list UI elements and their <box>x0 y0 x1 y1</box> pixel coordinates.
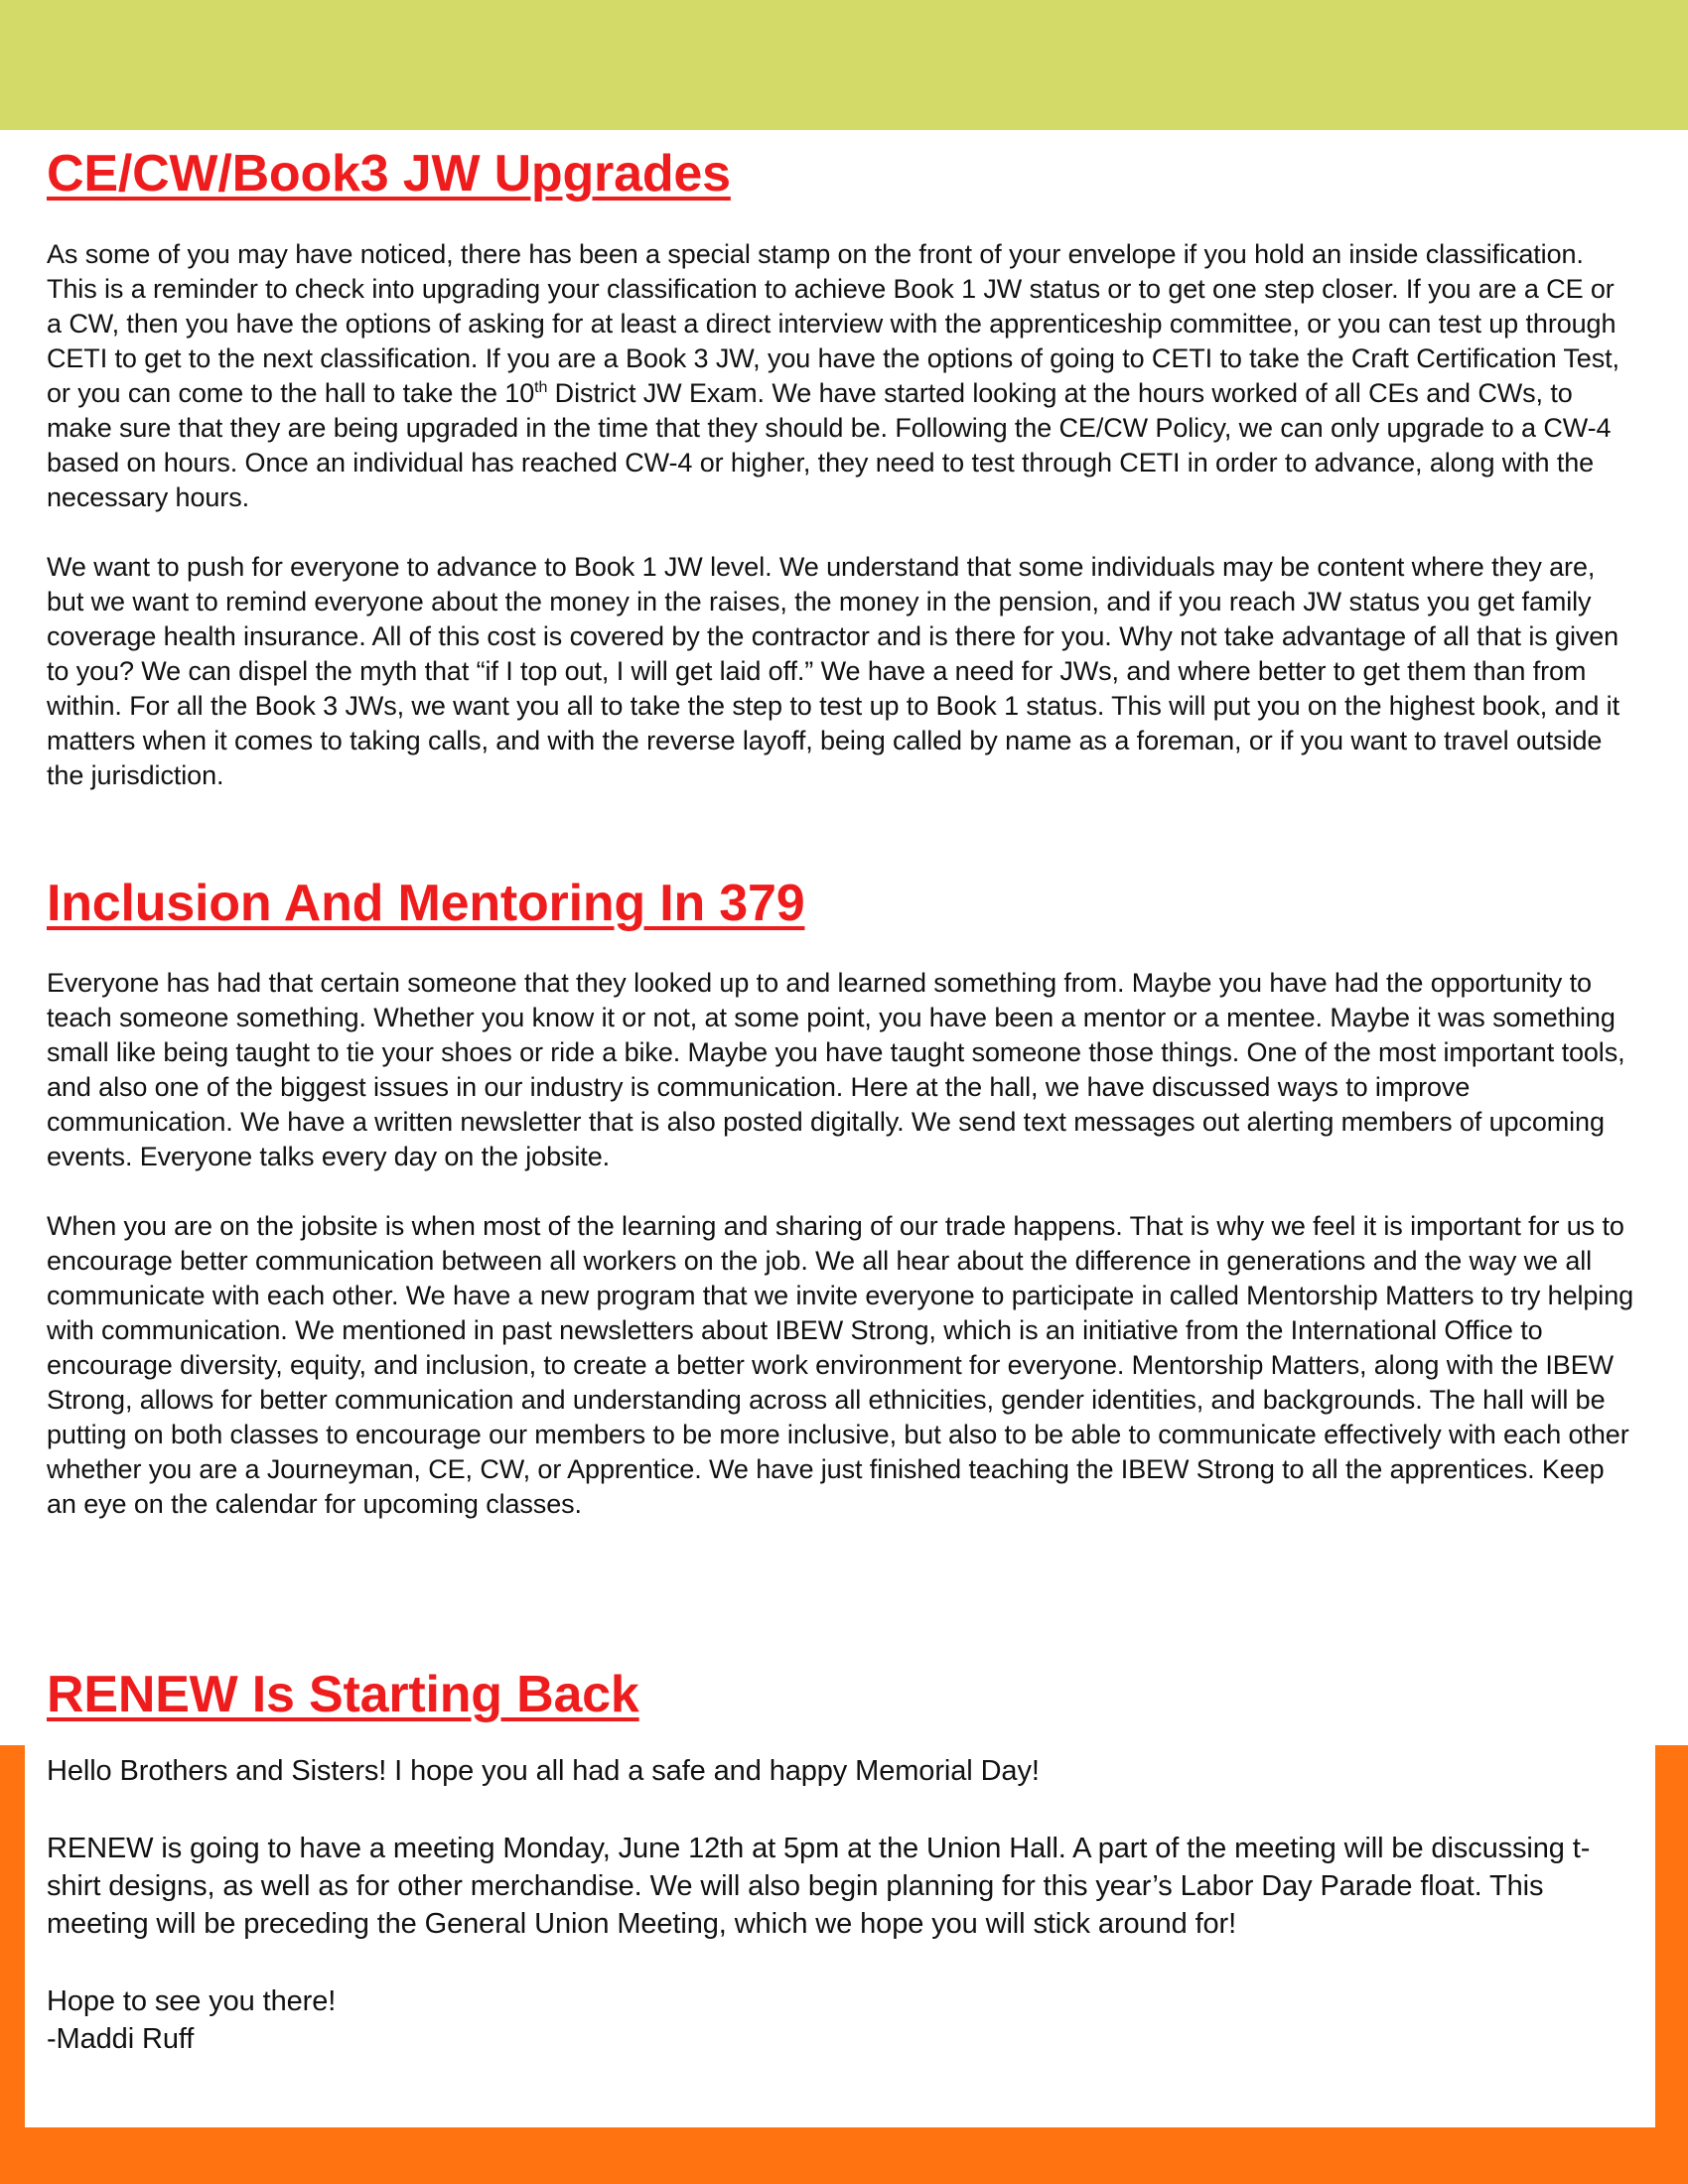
upgrades-paragraph-1-text-b: District JW Exam. We have started looking at the hours worked of all CEs and CWs, to make sure that they are being upgraded in the time that they should be. Following the CE/CW Policy, we can only upgrade to a CW-4 based on hours. Once an individual has reached CW-4 or higher, they need to test through CETI in order to advance, along with the necessary hours. <box>47 378 1612 512</box>
section-heading-inclusion: Inclusion And Mentoring In 379 <box>47 875 805 932</box>
top-color-band <box>0 0 1688 130</box>
renew-signature: -Maddi Ruff <box>47 2023 195 2055</box>
upgrades-paragraph-1-text-a: As some of you may have noticed, there has been a special stamp on the front of your envelope if you hold an inside classification. This is a reminder to check into upgrading your classification to achieve Book 1 JW status or to get one step closer. If you are a CE or a CW, then you have the options of asking for at least a direct interview with the apprenticeship committee, or you can test up through CETI to get to the next classification. If you are a Book 3 JW, you have the options of going to CETI to take the Craft Certification Test, or you can come to the hall to take the 10 <box>47 239 1619 408</box>
section-upgrades <box>47 144 1635 793</box>
renew-greeting: Hello Brothers and Sisters! I hope you all had a safe and happy Memorial Day! <box>47 1755 1040 1787</box>
inclusion-paragraph-2: When you are on the jobsite is when most of the learning and sharing of our trade happens. That is why we feel it is important for us to encourage better communication between all workers on the job. We all hear about the difference in generations and the way we all communicate with each other. We have a new program that we invite everyone to participate in called Mentorship Matters to try helping with communication. We mentioned in past newsletters about IBEW Strong, which is an initiative from the International Office to encourage diversity, equity, and inclusion, to create a better work environment for everyone. Mentorship Matters, along with the IBEW Strong, allows for better communication and understanding across all ethnicities, gender identities, and backgrounds. The hall will be putting on both classes to encourage our members to be more inclusive, but also to be able to communicate effectively with each other whether you are a Journeyman, CE, CW, or Apprentice. We have just finished teaching the IBEW Strong to all the apprentices. Keep an eye on the calendar for upcoming classes. <box>47 1211 1634 1519</box>
section-renew <box>47 1665 1635 2058</box>
renew-closing-line: Hope to see you there! <box>47 1985 337 2017</box>
section-inclusion <box>47 874 1635 1522</box>
section-heading-renew: RENEW Is Starting Back <box>47 1666 639 1723</box>
renew-meeting-paragraph: RENEW is going to have a meeting Monday, June 12th at 5pm at the Union Hall. A part of the meeting will be discussing t-shirt designs, as well as for other merchandise. We will also begin planning for this year’s Labor Day Parade float. This meeting will be preceding the General Union Meeting, which we hope you will stick around for! <box>47 1833 1591 1940</box>
ordinal-superscript: th <box>534 379 548 396</box>
inclusion-paragraph-1: Everyone has had that certain someone that they looked up to and learned something from. Maybe you have had the opportunity to teach someone something. Whether you know it or not, at some point, you have been a mentor or a mentee. Maybe it was something small like being taught to tie your shoes or ride a bike. Maybe you have taught someone those things. One of the most important tools, and also one of the biggest issues in our industry is communication. Here at the hall, we have discussed ways to improve communication. We have a written newsletter that is also posted digitally. We send text messages out alerting members of upcoming events. Everyone talks every day on the jobsite. <box>47 968 1625 1171</box>
section-heading-upgrades: CE/CW/Book3 JW Upgrades <box>47 145 731 203</box>
renew-closing <box>47 1982 1635 2058</box>
upgrades-paragraph-2: We want to push for everyone to advance to Book 1 JW level. We understand that some individuals may be content where they are, but we want to remind everyone about the money in the raises, the money in the pension, and if you reach JW status you get family coverage health insurance. All of this cost is covered by the contractor and is there for you. Why not take advantage of all that is given to you? We can dispel the myth that “if I top out, I will get laid off.” We have a need for JWs, and where better to get them than from within. For all the Book 3 JWs, we want you all to take the step to test up to Book 1 status. This will put you on the highest book, and it matters when it comes to taking calls, and with the reverse layoff, being called by name as a foreman, or if you want to travel outside the jurisdiction. <box>47 552 1619 790</box>
upgrades-paragraph-1 <box>47 237 1635 515</box>
